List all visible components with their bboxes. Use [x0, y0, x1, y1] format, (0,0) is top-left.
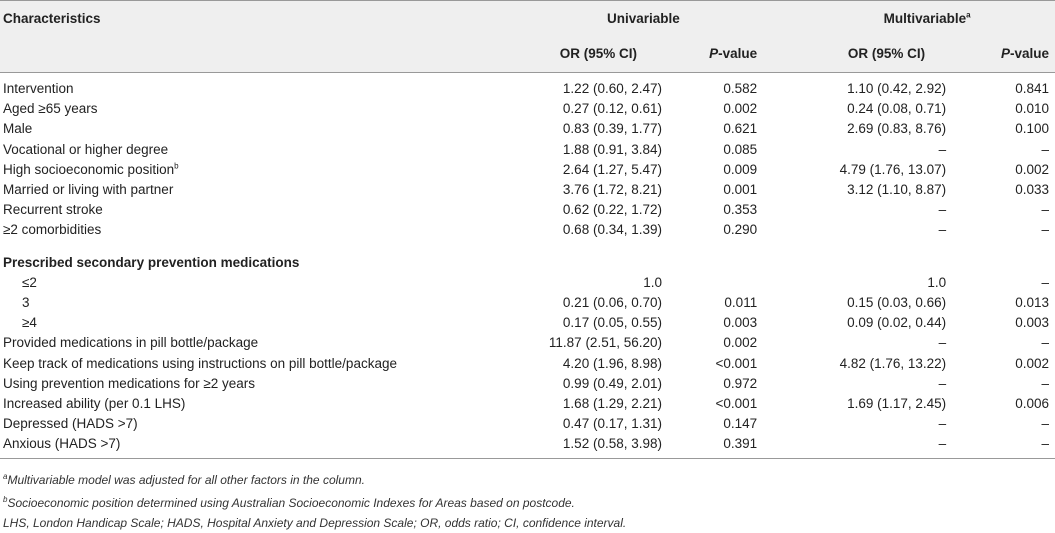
multi-or-cell: 4.79 (1.76, 13.07) [839, 161, 947, 177]
uni-or-cell: 0.62 (0.22, 1.72) [562, 202, 662, 218]
univariable-label: Univariable [606, 10, 680, 26]
row-label: Depressed (HADS >7) [3, 416, 138, 432]
multi-p-cell: – [1041, 202, 1049, 218]
row-label: Male [3, 121, 33, 137]
uni-or-cell: 0.68 (0.34, 1.39) [562, 222, 662, 238]
table-row [0, 220, 1055, 240]
multi-or-cell: – [938, 436, 947, 452]
uni-or-cell: 0.83 (0.39, 1.77) [562, 121, 662, 137]
row-label: Provided medications in pill bottle/package [3, 335, 259, 351]
section-title: Prescribed secondary prevention medications [3, 254, 300, 270]
uni-p-header: P-value [662, 35, 763, 73]
table-row [0, 140, 1055, 160]
multi-or-cell: 3.12 (1.10, 8.87) [847, 182, 947, 198]
footnote-mark: b [174, 161, 179, 171]
uni-p-cell: 0.003 [723, 315, 758, 331]
multi-p-cell: – [1041, 141, 1049, 157]
uni-or-cell: 1.68 (1.29, 2.21) [562, 395, 662, 411]
uni-p-cell: 0.085 [723, 141, 758, 157]
table-row [0, 333, 1055, 353]
row-label: Anxious (HADS >7) [3, 436, 121, 452]
col-multivariable [763, 1, 1055, 36]
col-univariable [478, 1, 764, 36]
row-label: ≤2 [22, 274, 37, 290]
multi-or-cell: 0.15 (0.03, 0.66) [847, 294, 947, 310]
multi-or-cell: 4.82 (1.76, 13.22) [839, 355, 947, 371]
uni-p-cell: 0.290 [723, 222, 758, 238]
table-row [0, 119, 1055, 139]
uni-or-cell: 0.21 (0.06, 0.70) [562, 294, 662, 310]
table-row [0, 99, 1055, 119]
footnote [3, 467, 1055, 490]
footnote-mark: b [3, 495, 8, 505]
multi-p-cell: 0.002 [1015, 161, 1049, 177]
footnote [3, 513, 1055, 533]
table-row [0, 200, 1055, 220]
footnote-text: Socioeconomic position determined using Australian Socioeconomic Indexes for Areas based on postcode. [7, 496, 575, 511]
multi-or-cell: – [938, 141, 947, 157]
multi-or-cell: – [938, 202, 947, 218]
uni-or-cell: 1.88 (0.91, 3.84) [562, 141, 662, 157]
multi-p-cell: – [1041, 436, 1049, 452]
uni-p-cell: 0.001 [723, 182, 758, 198]
uni-p-cell: 0.353 [723, 202, 758, 218]
multi-or-header: OR (95% CI) [763, 35, 950, 73]
uni-p-cell: 0.621 [723, 121, 758, 137]
multi-or-cell: 0.09 (0.02, 0.44) [847, 315, 947, 331]
multi-p-cell: 0.010 [1015, 101, 1049, 117]
table-row [0, 313, 1055, 333]
uni-or-cell: 0.17 (0.05, 0.55) [562, 315, 662, 331]
row-label: Recurrent stroke [3, 202, 103, 218]
table-row [0, 353, 1055, 373]
multi-p-cell: – [1041, 222, 1049, 238]
uni-p-cell: 0.002 [723, 335, 758, 351]
uni-or-cell: 0.99 (0.49, 2.01) [562, 375, 662, 391]
uni-or-cell: 4.20 (1.96, 8.98) [562, 355, 662, 371]
table-row [0, 79, 1055, 99]
multi-p-cell: 0.002 [1015, 355, 1049, 371]
row-label: Married or living with partner [3, 182, 174, 198]
uni-p-cell: 0.147 [723, 416, 758, 432]
multi-p-cell: 0.013 [1015, 294, 1049, 310]
row-label: Aged ≥65 years [3, 101, 98, 117]
table-row [0, 374, 1055, 394]
uni-or-cell: 2.64 (1.27, 5.47) [562, 161, 662, 177]
multi-p-cell: 0.100 [1015, 121, 1049, 137]
multi-or-cell: – [938, 416, 947, 432]
multi-p-cell: 0.003 [1015, 315, 1049, 331]
row-label: High socioeconomic position$^b$ [3, 161, 179, 177]
row-label: ≥4 [22, 315, 37, 331]
uni-or-cell: 0.47 (0.17, 1.31) [562, 416, 662, 432]
multi-or-cell: – [938, 375, 947, 391]
multi-or-cell: 2.69 (0.83, 8.76) [847, 121, 947, 137]
multi-or-cell: 1.69 (1.17, 2.45) [847, 395, 947, 411]
row-label: Using prevention medications for ≥2 years [3, 375, 256, 391]
table-body [0, 73, 1055, 459]
footnote-text: Multivariable model was adjusted for all other factors in the column. [7, 473, 365, 488]
col-characteristics: Characteristics [0, 1, 478, 36]
table-row [0, 180, 1055, 200]
multivariable-footnote-mark: a [966, 10, 971, 19]
uni-or-cell: 1.52 (0.58, 3.98) [562, 436, 662, 452]
multi-p-header: P-value [950, 35, 1055, 73]
table-row [0, 414, 1055, 434]
footnote-text: LHS, London Handicap Scale; HADS, Hospital Anxiety and Depression Scale; OR, odds ratio; CI, confidence interval. [3, 516, 627, 531]
table-row [0, 394, 1055, 414]
multi-or-cell: 1.10 (0.42, 2.92) [847, 81, 947, 97]
row-label: ≥2 comorbidities [3, 222, 102, 238]
footnote [3, 490, 1055, 513]
section-header-row [0, 253, 1055, 273]
multivariable-label: Multivariable [883, 10, 967, 26]
row-label: Increased ability (per 0.1 LHS) [3, 395, 186, 411]
table-footnotes [0, 467, 1055, 533]
uni-or-cell: 1.22 (0.60, 2.47) [562, 81, 662, 97]
multi-p-cell: 0.841 [1015, 81, 1049, 97]
table-row [0, 160, 1055, 180]
uni-p-cell: 0.002 [723, 101, 758, 117]
row-label: Intervention [3, 81, 74, 97]
multi-p-cell: 0.006 [1015, 395, 1049, 411]
table-row [0, 434, 1055, 454]
uni-or-cell: 0.27 (0.12, 0.61) [562, 101, 662, 117]
multi-or-cell: – [938, 222, 947, 238]
multi-p-cell: 0.033 [1015, 182, 1049, 198]
footnote-mark: a [3, 472, 8, 482]
uni-or-cell: 11.87 (2.51, 56.20) [548, 335, 662, 351]
multi-or-cell: 0.24 (0.08, 0.71) [847, 101, 947, 117]
uni-or-cell: 3.76 (1.72, 8.21) [562, 182, 662, 198]
uni-p-cell: <0.001 [715, 355, 758, 371]
multi-or-cell: 1.0 [927, 274, 947, 290]
uni-p-cell: 0.011 [724, 294, 758, 310]
uni-p-cell: 0.391 [723, 436, 758, 452]
multi-p-cell: – [1041, 375, 1049, 391]
uni-or-header: OR (95% CI) [478, 35, 663, 73]
multi-or-cell: – [938, 335, 947, 351]
uni-or-cell: 1.0 [643, 274, 662, 290]
uni-p-cell: 0.009 [723, 161, 758, 177]
row-label: 3 [22, 294, 30, 310]
uni-p-cell: 0.972 [723, 375, 758, 391]
multi-p-cell: – [1041, 416, 1049, 432]
header-row-top [0, 1, 1055, 36]
uni-p-cell: 0.582 [723, 81, 758, 97]
table-row [0, 273, 1055, 293]
uni-p-cell: <0.001 [715, 395, 758, 411]
uni-p-cell [662, 273, 763, 293]
multi-p-cell: – [1041, 274, 1049, 290]
table-row [0, 293, 1055, 313]
header-row-sub [0, 35, 1055, 73]
row-label: Keep track of medications using instructions on pill bottle/package [3, 355, 397, 371]
row-label: Vocational or higher degree [3, 141, 169, 157]
multi-p-cell: – [1041, 335, 1049, 351]
